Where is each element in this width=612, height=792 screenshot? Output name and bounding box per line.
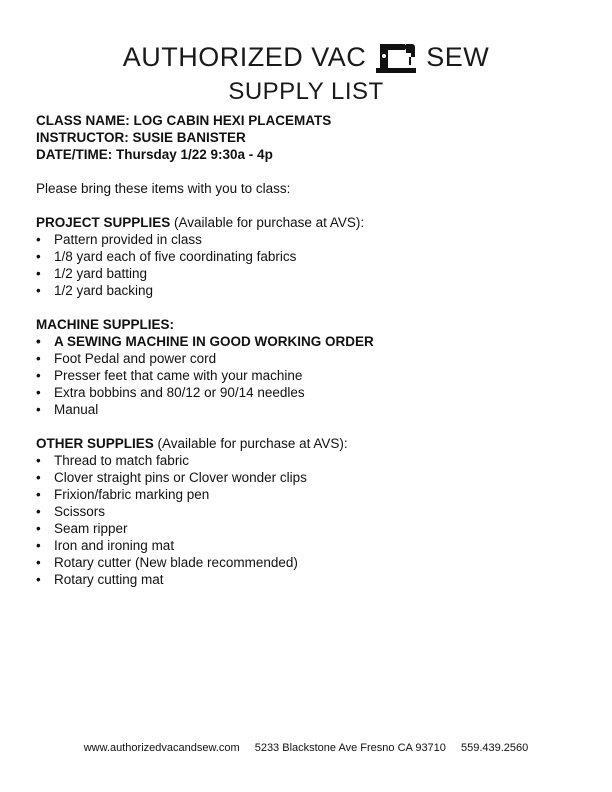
bullet: • bbox=[36, 487, 41, 502]
supply-list-body bbox=[36, 112, 576, 588]
list-item bbox=[36, 520, 576, 537]
instructor: INSTRUCTOR: SUSIE BANISTER bbox=[36, 130, 246, 145]
item-list bbox=[36, 333, 576, 418]
item-list bbox=[36, 231, 576, 299]
list-item-text: 1/2 yard backing bbox=[54, 283, 154, 298]
list-item-text: Rotary cutting mat bbox=[54, 572, 164, 587]
brand-name-left: AUTHORIZED VAC bbox=[122, 41, 367, 72]
section-machine-supplies bbox=[36, 316, 576, 418]
section-heading: OTHER SUPPLIES bbox=[36, 436, 154, 451]
list-item-text: Thread to match fabric bbox=[54, 453, 190, 468]
list-item-text: Rotary cutter (New blade recommended) bbox=[54, 555, 298, 570]
phone-number: 559.439.2560 bbox=[460, 742, 529, 754]
bullet: • bbox=[36, 470, 41, 485]
list-item-text: Presser feet that came with your machine bbox=[54, 368, 303, 383]
list-item-text: Extra bobbins and 80/12 or 90/14 needles bbox=[54, 385, 305, 400]
section-note: (Available for purchase at AVS): bbox=[153, 436, 348, 451]
list-item-text: 1/2 yard batting bbox=[54, 266, 148, 281]
list-item bbox=[36, 486, 576, 503]
list-item bbox=[36, 452, 576, 469]
brand-logo bbox=[0, 40, 612, 74]
list-item-text: Foot Pedal and power cord bbox=[54, 351, 217, 366]
intro-text: Please bring these items with you to class: bbox=[36, 181, 291, 196]
website-link[interactable]: www.authorizedvacandsew.com bbox=[83, 742, 240, 754]
list-item bbox=[36, 231, 576, 248]
store-address: 5233 Blackstone Ave Fresno CA 93710 bbox=[254, 742, 446, 754]
list-item bbox=[36, 265, 576, 282]
list-item bbox=[36, 554, 576, 571]
bullet: • bbox=[36, 504, 41, 519]
item-list bbox=[36, 452, 576, 588]
list-item bbox=[36, 401, 576, 418]
section-other-supplies bbox=[36, 435, 576, 588]
list-item bbox=[36, 384, 576, 401]
section-heading: PROJECT SUPPLIES bbox=[36, 215, 171, 230]
section-heading: MACHINE SUPPLIES: bbox=[36, 317, 175, 332]
class-name: CLASS NAME: LOG CABIN HEXI PLACEMATS bbox=[36, 113, 332, 128]
bullet: • bbox=[36, 385, 41, 400]
brand-name-right: SEW bbox=[426, 41, 490, 72]
bullet: • bbox=[36, 351, 41, 366]
list-item bbox=[36, 367, 576, 384]
page-header bbox=[0, 40, 612, 106]
date-time: DATE/TIME: Thursday 1/22 9:30a - 4p bbox=[36, 147, 273, 162]
section-project-supplies bbox=[36, 214, 576, 299]
bullet: • bbox=[36, 283, 41, 298]
list-item-text: Seam ripper bbox=[54, 521, 128, 536]
list-item-text: Scissors bbox=[54, 504, 106, 519]
list-item bbox=[36, 248, 576, 265]
list-item-text: Iron and ironing mat bbox=[54, 538, 175, 553]
list-item bbox=[36, 537, 576, 554]
bullet: • bbox=[36, 538, 41, 553]
bullet: • bbox=[36, 232, 41, 247]
list-item-text: A SEWING MACHINE IN GOOD WORKING ORDER bbox=[54, 334, 374, 349]
list-item-text: 1/8 yard each of five coordinating fabrics bbox=[54, 249, 297, 264]
section-note: (Available for purchase at AVS): bbox=[170, 215, 365, 230]
bullet: • bbox=[36, 453, 41, 468]
bullet: • bbox=[36, 368, 41, 383]
list-item bbox=[36, 503, 576, 520]
list-item bbox=[36, 333, 576, 350]
list-item-text: Clover straight pins or Clover wonder clips bbox=[54, 470, 307, 485]
bullet: • bbox=[36, 266, 41, 281]
bullet: • bbox=[36, 334, 41, 349]
list-item-text: Manual bbox=[54, 402, 99, 417]
page-title: SUPPLY LIST bbox=[228, 78, 384, 105]
bullet: • bbox=[36, 572, 41, 587]
list-item bbox=[36, 469, 576, 486]
bullet: • bbox=[36, 402, 41, 417]
list-item bbox=[36, 350, 576, 367]
list-item bbox=[36, 282, 576, 299]
list-item-text: Pattern provided in class bbox=[54, 232, 202, 247]
list-item-text: Frixion/fabric marking pen bbox=[54, 487, 210, 502]
sewing-machine-icon bbox=[374, 40, 418, 74]
list-item bbox=[36, 571, 576, 588]
bullet: • bbox=[36, 521, 41, 536]
bullet: • bbox=[36, 249, 41, 264]
bullet: • bbox=[36, 555, 41, 570]
page-footer bbox=[0, 742, 612, 754]
